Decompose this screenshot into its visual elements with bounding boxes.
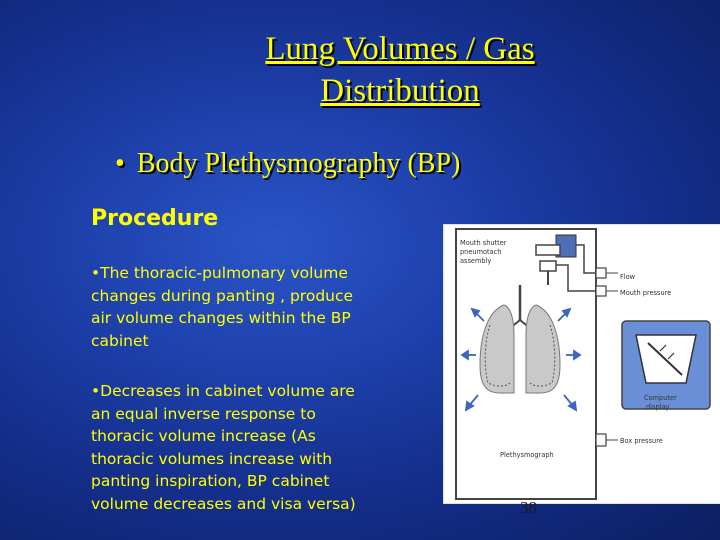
label-mouth-shutter-2: pneumotach [460,248,502,256]
label-computer-2: display [646,403,670,411]
procedure-heading: Procedure [91,206,219,231]
title-line-2: Distribution [320,73,480,109]
paragraph-volume-changes: •The thoracic-pulmonary volume changes during panting , produce air volume changes within the BP cabinet [91,264,354,350]
label-plethysmograph: Plethysmograph [500,451,554,459]
bullet-text: Body Plethysmography (BP) [136,148,461,179]
slide-title [160,28,640,112]
label-box-pressure: Box pressure [620,437,663,445]
label-flow: Flow [620,273,636,281]
pneumotach-connector [540,261,556,271]
label-mouth-pressure: Mouth pressure [620,289,672,297]
label-computer-1: Computer [644,394,677,402]
plethysmograph-svg [444,225,720,503]
mouth-shutter-tube [536,245,560,255]
label-mouth-shutter-3: assembly [460,257,492,265]
paragraph-cabinet-volume: •Decreases in cabinet volume are an equal inverse response to thoracic volume increase (As thoracic volumes increase with panting inspiration, BP cabinet volume decreases and visa versa) [91,382,356,513]
main-bullet [115,148,460,180]
label-mouth-shutter-1: Mouth shutter [460,239,507,247]
page-number: 38 [520,498,537,517]
title-line-1: Lung Volumes / Gas [265,31,535,67]
bullet-symbol: • [115,148,125,179]
plethysmograph-diagram [443,224,720,504]
